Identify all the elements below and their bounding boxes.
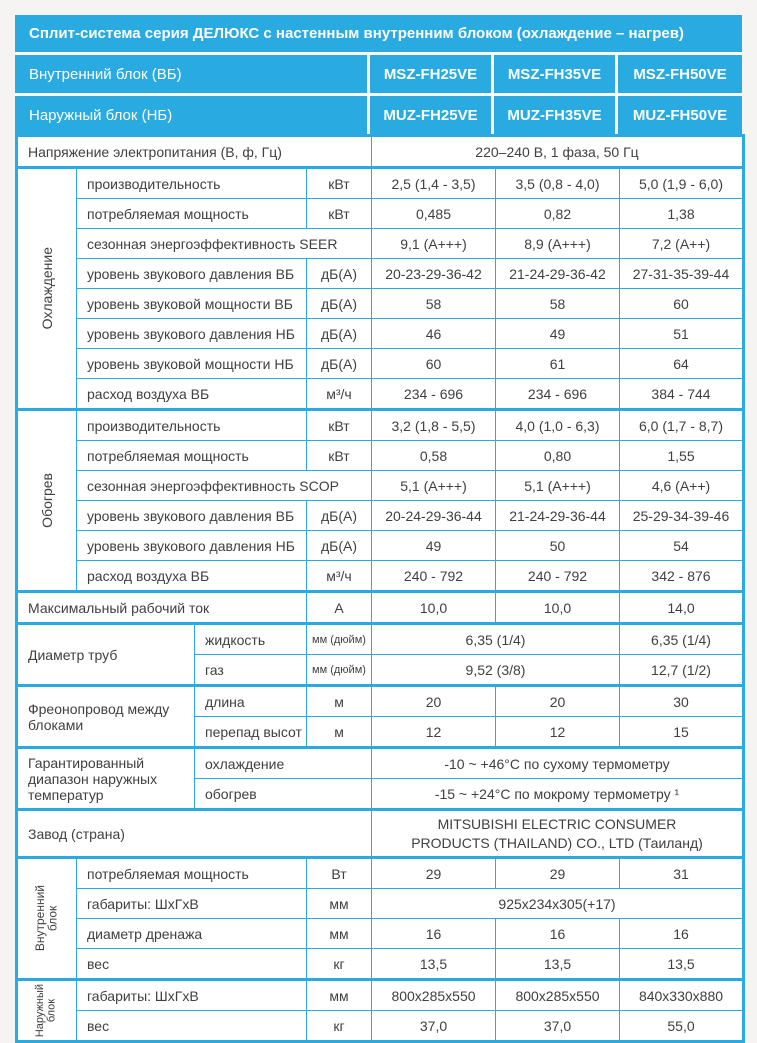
param-label: потребляемая мощность [77, 858, 307, 889]
param-label: уровень звукового давления НБ [77, 531, 307, 561]
unit-label: мм [307, 889, 372, 919]
spec-table [15, 134, 745, 1043]
value-cell: 49 [372, 531, 496, 561]
value-cell [372, 810, 744, 858]
value-cell: 9,1 (A+++) [372, 229, 496, 259]
value-cell: 51 [620, 319, 744, 349]
spec-row [17, 919, 744, 949]
value-cell: 4,0 (1,0 - 6,3) [496, 410, 620, 441]
value-cell: 12 [372, 717, 496, 748]
value-cell: 6,35 (1/4) [620, 624, 744, 655]
factory-row [17, 810, 744, 858]
section-label-heating [17, 410, 77, 592]
value-cell: 20-24-29-36-44 [372, 501, 496, 531]
value-cell: 37,0 [372, 1011, 496, 1042]
spec-row [17, 1011, 744, 1042]
value-cell: 9,52 (3/8) [372, 655, 620, 686]
spec-row [17, 624, 744, 655]
value-cell: 240 - 792 [372, 561, 496, 592]
unit-label: кВт [307, 441, 372, 471]
value-cell: 50 [496, 531, 620, 561]
unit-label: мм (дюйм) [307, 655, 372, 686]
section-label-text: блок [46, 998, 58, 1023]
spec-row [17, 168, 744, 199]
unit-label: мм [307, 919, 372, 949]
value-cell: 0,485 [372, 199, 496, 229]
page-title: Сплит-система серия ДЕЛЮКС с настенным внутренним блоком (охлаждение – нагрев) [15, 15, 742, 52]
value-cell: 0,80 [496, 441, 620, 471]
value-cell: 5,1 (A+++) [496, 471, 620, 501]
value-cell: 6,0 (1,7 - 8,7) [620, 410, 744, 441]
factory-value-line1: MITSUBISHI ELECTRIC CONSUMER [437, 816, 677, 833]
value-cell: 20 [496, 686, 620, 717]
spec-row [17, 379, 744, 410]
unit-label: мм [307, 980, 372, 1011]
spec-row [17, 561, 744, 592]
param-label: Максимальный рабочий ток [17, 592, 307, 624]
param-label: производительность [77, 410, 307, 441]
value-cell: 61 [496, 349, 620, 379]
spec-row [17, 289, 744, 319]
group-label-temp-range: Гарантированный диапазон наружных температур [17, 748, 195, 810]
value-cell: 240 - 792 [496, 561, 620, 592]
group-label-freon-line: Фреонопровод между блоками [17, 686, 195, 748]
section-label-text: Внутренний [33, 885, 48, 952]
value-cell: 21-24-29-36-44 [496, 501, 620, 531]
value-cell: 8,9 (A+++) [496, 229, 620, 259]
param-label: уровень звуковой мощности ВБ [77, 289, 307, 319]
spec-row [17, 980, 744, 1011]
value-cell: 29 [372, 858, 496, 889]
spec-row [17, 501, 744, 531]
unit-label: дБ(А) [307, 319, 372, 349]
unit-label: кВт [307, 410, 372, 441]
value-cell: 10,0 [372, 592, 496, 624]
value-cell: 13,5 [372, 949, 496, 980]
spec-row [17, 441, 744, 471]
unit-label: м³/ч [307, 379, 372, 410]
value-cell: 55,0 [620, 1011, 744, 1042]
value-cell: 342 - 876 [620, 561, 744, 592]
param-label: вес [77, 949, 307, 980]
value-cell: 1,55 [620, 441, 744, 471]
value-cell: 840x330x880 [620, 980, 744, 1011]
spec-row [17, 259, 744, 289]
section-label-text: Обогрев [38, 473, 55, 528]
param-label: уровень звуковой мощности НБ [77, 349, 307, 379]
value-cell: 0,58 [372, 441, 496, 471]
value-cell: 30 [620, 686, 744, 717]
unit-label: дБ(А) [307, 259, 372, 289]
sub-label: жидкость [195, 624, 307, 655]
param-label: уровень звукового давления ВБ [77, 259, 307, 289]
value-cell: 5,0 (1,9 - 6,0) [620, 168, 744, 199]
value-cell: 27-31-35-39-44 [620, 259, 744, 289]
value-cell: 29 [496, 858, 620, 889]
unit-label: м [307, 717, 372, 748]
value-cell: 49 [496, 319, 620, 349]
group-label-pipe-diameter: Диаметр труб [17, 624, 195, 686]
unit-label: мм (дюйм) [307, 624, 372, 655]
param-label: сезонная энергоэффективность SCOP [77, 471, 372, 501]
unit-label: дБ(А) [307, 501, 372, 531]
sub-label: обогрев [195, 779, 372, 810]
param-label: Напряжение электропитания (В, ф, Гц) [17, 136, 372, 168]
spec-row [17, 199, 744, 229]
power-supply-row [17, 136, 744, 168]
indoor-model-3: MSZ-FH50VE [618, 55, 742, 93]
value-cell: 7,2 (A++) [620, 229, 744, 259]
value-cell: 3,2 (1,8 - 5,5) [372, 410, 496, 441]
spec-row [17, 949, 744, 980]
section-label-cooling [17, 168, 77, 410]
outdoor-unit-row-label: Наружный блок (НБ) [15, 96, 367, 134]
spec-row [17, 410, 744, 441]
value-cell: 384 - 744 [620, 379, 744, 410]
outdoor-model-3: MUZ-FH50VE [618, 96, 742, 134]
value-cell: 16 [620, 919, 744, 949]
value-cell: 58 [372, 289, 496, 319]
spec-row [17, 229, 744, 259]
value-cell: 54 [620, 531, 744, 561]
value-cell: 925x234x305(+17) [372, 889, 744, 919]
section-label-outdoor-unit [17, 980, 77, 1042]
value-cell: 37,0 [496, 1011, 620, 1042]
value-cell: 220–240 В, 1 фаза, 50 Гц [372, 136, 744, 168]
max-current-row [17, 592, 744, 624]
unit-label: Вт [307, 858, 372, 889]
unit-label: м [307, 686, 372, 717]
value-cell: 6,35 (1/4) [372, 624, 620, 655]
param-label: габариты: ШхГхВ [77, 980, 307, 1011]
unit-label: м³/ч [307, 561, 372, 592]
section-label-indoor-unit [17, 858, 77, 980]
value-cell: 60 [372, 349, 496, 379]
value-cell: 3,5 (0,8 - 4,0) [496, 168, 620, 199]
indoor-model-1: MSZ-FH25VE [370, 55, 491, 93]
sub-label: газ [195, 655, 307, 686]
value-cell: 12,7 (1/2) [620, 655, 744, 686]
spec-row [17, 319, 744, 349]
unit-label: А [307, 592, 372, 624]
value-cell: 64 [620, 349, 744, 379]
value-cell: 58 [496, 289, 620, 319]
value-cell: 46 [372, 319, 496, 349]
unit-label: дБ(А) [307, 531, 372, 561]
factory-value-line2: PRODUCTS (THAILAND) CO., LTD (Таиланд) [411, 834, 703, 851]
value-cell: 12 [496, 717, 620, 748]
spec-row [17, 889, 744, 919]
param-label: уровень звукового давления НБ [77, 319, 307, 349]
spec-sheet [15, 15, 742, 1043]
indoor-unit-row-label: Внутренний блок (ВБ) [15, 55, 367, 93]
value-cell: 234 - 696 [496, 379, 620, 410]
spec-row [17, 686, 744, 717]
param-label: Завод (страна) [17, 810, 372, 858]
value-cell: -15 ~ +24°С по мокрому термометру ¹ [372, 779, 744, 810]
value-cell: 16 [372, 919, 496, 949]
value-cell: 800x285x550 [496, 980, 620, 1011]
value-cell: 14,0 [620, 592, 744, 624]
unit-label: дБ(А) [307, 349, 372, 379]
section-label-text: Наружный [34, 983, 47, 1038]
param-label: потребляемая мощность [77, 199, 307, 229]
value-cell: 4,6 (A++) [620, 471, 744, 501]
value-cell: 21-24-29-36-42 [496, 259, 620, 289]
spec-row [17, 349, 744, 379]
unit-label: кг [307, 1011, 372, 1042]
value-cell: 1,38 [620, 199, 744, 229]
value-cell: 60 [620, 289, 744, 319]
outdoor-model-1: MUZ-FH25VE [370, 96, 491, 134]
unit-label: кВт [307, 168, 372, 199]
outdoor-model-2: MUZ-FH35VE [494, 96, 615, 134]
value-cell: 0,82 [496, 199, 620, 229]
value-cell: 234 - 696 [372, 379, 496, 410]
value-cell: -10 ~ +46°С по сухому термометру [372, 748, 744, 779]
spec-row [17, 471, 744, 501]
value-cell: 15 [620, 717, 744, 748]
param-label: диаметр дренажа [77, 919, 307, 949]
sub-label: перепад высот [195, 717, 307, 748]
param-label: расход воздуха ВБ [77, 561, 307, 592]
param-label: габариты: ШхГхВ [77, 889, 307, 919]
table-header [15, 15, 742, 134]
value-cell: 2,5 (1,4 - 3,5) [372, 168, 496, 199]
param-label: сезонная энергоэффективность SEER [77, 229, 372, 259]
value-cell: 16 [496, 919, 620, 949]
indoor-model-2: MSZ-FH35VE [494, 55, 615, 93]
value-cell: 25-29-34-39-46 [620, 501, 744, 531]
value-cell: 800x285x550 [372, 980, 496, 1011]
param-label: вес [77, 1011, 307, 1042]
section-label-text: блок [46, 905, 60, 932]
param-label: производительность [77, 168, 307, 199]
section-label-text: Охлаждение [38, 247, 55, 330]
value-cell: 13,5 [620, 949, 744, 980]
value-cell: 13,5 [496, 949, 620, 980]
value-cell: 20 [372, 686, 496, 717]
param-label: уровень звукового давления ВБ [77, 501, 307, 531]
value-cell: 10,0 [496, 592, 620, 624]
unit-label: кВт [307, 199, 372, 229]
param-label: расход воздуха ВБ [77, 379, 307, 410]
value-cell: 31 [620, 858, 744, 889]
spec-row [17, 858, 744, 889]
unit-label: дБ(А) [307, 289, 372, 319]
spec-row [17, 531, 744, 561]
unit-label: кг [307, 949, 372, 980]
spec-row [17, 748, 744, 779]
value-cell: 20-23-29-36-42 [372, 259, 496, 289]
param-label: потребляемая мощность [77, 441, 307, 471]
value-cell: 5,1 (A+++) [372, 471, 496, 501]
sub-label: длина [195, 686, 307, 717]
sub-label: охлаждение [195, 748, 372, 779]
